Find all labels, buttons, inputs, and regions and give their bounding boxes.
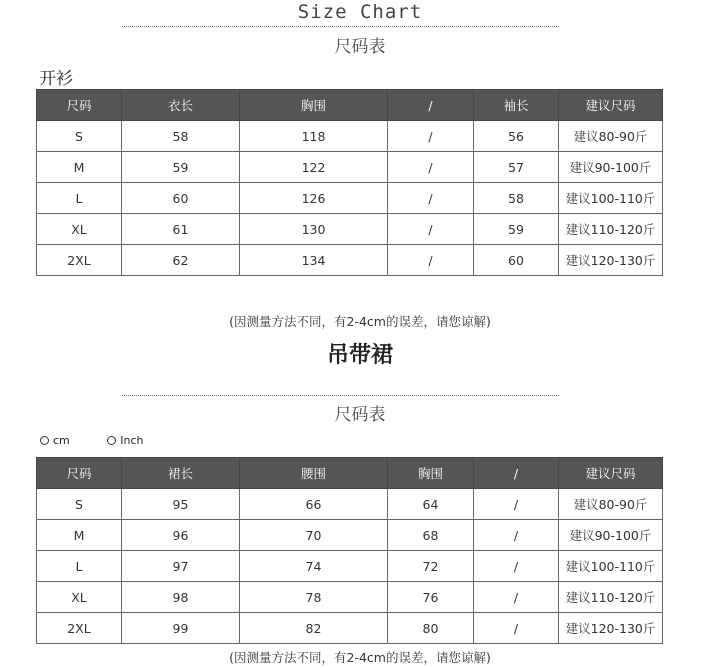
column-header: 尺码 (37, 90, 122, 121)
table-cell: 72 (388, 551, 474, 582)
table-cell: 96 (122, 520, 240, 551)
table-cell: 57 (474, 152, 559, 183)
column-header: 腰围 (240, 458, 388, 489)
table-cell: 建议110-120斤 (559, 582, 663, 613)
table-cell: 95 (122, 489, 240, 520)
unit-label: Inch (120, 434, 144, 447)
column-header: 建议尺码 (559, 458, 663, 489)
table-cell: 59 (122, 152, 240, 183)
section-subtitle: 尺码表 (334, 405, 386, 425)
table-cell: 70 (240, 520, 388, 551)
column-header: 胸围 (240, 90, 388, 121)
table-cell: 建议90-100斤 (559, 152, 663, 183)
cardigan-size-table (36, 89, 663, 276)
table-cell: 58 (474, 183, 559, 214)
column-header: 衣长 (122, 90, 240, 121)
table-cell: 建议120-130斤 (559, 613, 663, 644)
table-cell: 建议100-110斤 (559, 183, 663, 214)
table-cell: 建议100-110斤 (559, 551, 663, 582)
table-cell: / (474, 489, 559, 520)
table-cell: 建议80-90斤 (559, 121, 663, 152)
table-cell: 60 (122, 183, 240, 214)
table-cell: / (474, 551, 559, 582)
table-cell: 97 (122, 551, 240, 582)
table-cell: 134 (240, 245, 388, 276)
table-cell: 118 (240, 121, 388, 152)
table-cell: 2XL (37, 613, 122, 644)
column-header: 建议尺码 (559, 90, 663, 121)
section-label-cardigan: 开衫 (39, 69, 73, 89)
table-cell: / (388, 183, 474, 214)
table-cell: / (474, 613, 559, 644)
table-cell: M (37, 520, 122, 551)
radio-icon[interactable] (40, 436, 49, 445)
table-row (37, 245, 663, 276)
table-cell: 98 (122, 582, 240, 613)
divider (122, 395, 559, 396)
table-cell: 61 (122, 214, 240, 245)
column-header: / (388, 90, 474, 121)
table-cell: 2XL (37, 245, 122, 276)
measurement-note: (因测量方法不同，有2-4cm的误差，请您谅解) (229, 650, 491, 665)
table-cell: 82 (240, 613, 388, 644)
table-cell: 60 (474, 245, 559, 276)
column-header: 裙长 (122, 458, 240, 489)
table-cell: / (388, 152, 474, 183)
column-header: 尺码 (37, 458, 122, 489)
table-cell: 80 (388, 613, 474, 644)
measurement-note: (因测量方法不同，有2-4cm的误差，请您谅解) (229, 314, 491, 329)
table-cell: 68 (388, 520, 474, 551)
column-header: 胸围 (388, 458, 474, 489)
table-cell: 建议120-130斤 (559, 245, 663, 276)
table-row (37, 152, 663, 183)
table-cell: 130 (240, 214, 388, 245)
table-row (37, 613, 663, 644)
table-cell: / (474, 520, 559, 551)
table-cell: 建议80-90斤 (559, 489, 663, 520)
table-header-row (37, 90, 663, 121)
divider (122, 26, 559, 27)
table-cell: 建议110-120斤 (559, 214, 663, 245)
unit-option-cm[interactable] (40, 434, 70, 447)
table-cell: 126 (240, 183, 388, 214)
table-header-row (37, 458, 663, 489)
table-row (37, 489, 663, 520)
table-cell: / (388, 245, 474, 276)
size-chart-title: Size Chart (297, 1, 423, 23)
table-row (37, 551, 663, 582)
table-cell: 66 (240, 489, 388, 520)
unit-label: cm (53, 434, 70, 447)
table-row (37, 214, 663, 245)
unit-option-inch[interactable] (107, 434, 143, 447)
table-cell: / (388, 121, 474, 152)
column-header: 袖长 (474, 90, 559, 121)
table-cell: 建议90-100斤 (559, 520, 663, 551)
table-cell: 78 (240, 582, 388, 613)
table-cell: XL (37, 582, 122, 613)
table-cell: L (37, 183, 122, 214)
table-row (37, 183, 663, 214)
table-cell: 76 (388, 582, 474, 613)
section-title-slip-dress: 吊带裙 (326, 343, 393, 368)
table-row (37, 582, 663, 613)
radio-icon[interactable] (107, 436, 116, 445)
table-cell: M (37, 152, 122, 183)
table-cell: S (37, 489, 122, 520)
table-cell: 99 (122, 613, 240, 644)
table-row (37, 121, 663, 152)
table-cell: 59 (474, 214, 559, 245)
table-cell: 74 (240, 551, 388, 582)
table-cell: L (37, 551, 122, 582)
table-cell: 56 (474, 121, 559, 152)
table-cell: 58 (122, 121, 240, 152)
column-header: / (474, 458, 559, 489)
table-cell: 62 (122, 245, 240, 276)
table-cell: 122 (240, 152, 388, 183)
slip-dress-size-table (36, 457, 663, 644)
table-cell: 64 (388, 489, 474, 520)
table-cell: XL (37, 214, 122, 245)
size-chart-subtitle: 尺码表 (334, 37, 386, 57)
table-row (37, 520, 663, 551)
table-cell: S (37, 121, 122, 152)
table-cell: / (388, 214, 474, 245)
table-cell: / (474, 582, 559, 613)
unit-selector (40, 434, 178, 448)
